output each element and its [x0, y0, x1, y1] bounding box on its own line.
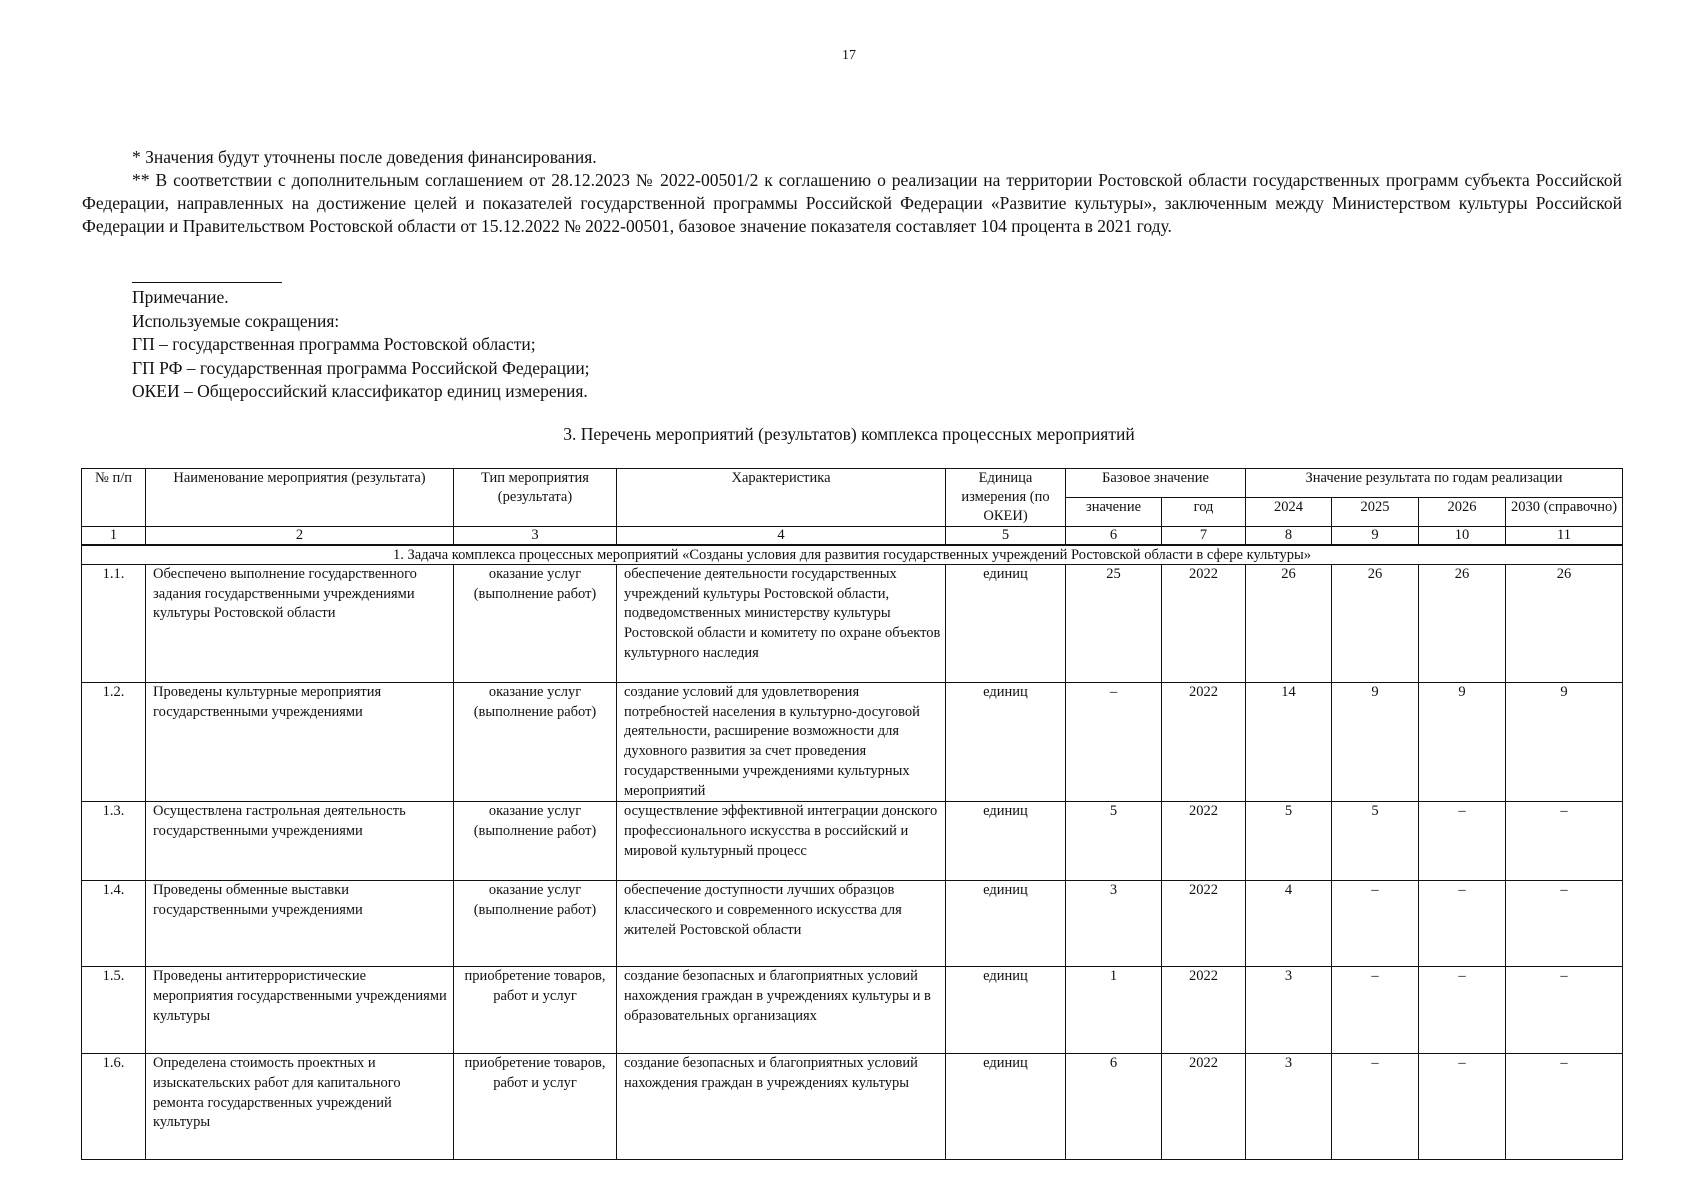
column-number: 2 — [146, 527, 454, 546]
cell-2030: – — [1506, 967, 1623, 1054]
cell-num: 1.2. — [82, 683, 146, 802]
section-title: 3. Перечень мероприятий (результатов) комплекса процессных мероприятий — [563, 424, 1135, 444]
cell-2030: 26 — [1506, 565, 1623, 683]
cell-base-year: 2022 — [1162, 802, 1246, 881]
cell-base-value: 5 — [1066, 802, 1162, 881]
cell-type: оказание услуг (выполнение работ) — [454, 565, 617, 683]
cell-2026: 9 — [1419, 683, 1506, 802]
cell-2030: – — [1506, 1054, 1623, 1160]
cell-characteristic: обеспечение деятельности государственных учреждений культуры Ростовской области, подведомственных министерству культуры Ростовской области и комитету по охране объектов культурного наследия — [617, 565, 946, 683]
column-number: 11 — [1506, 527, 1623, 546]
cell-num: 1.3. — [82, 802, 146, 881]
cell-base-value: 6 — [1066, 1054, 1162, 1160]
cell-characteristic: осуществление эффективной интеграции донского профессионального искусства в российский и мировой культурный процесс — [617, 802, 946, 881]
header-2024: 2024 — [1246, 498, 1332, 527]
header-base-value: значение — [1066, 498, 1162, 527]
cell-num: 1.6. — [82, 1054, 146, 1160]
cell-name: Определена стоимость проектных и изыскательских работ для капитального ремонта государственных учреждений культуры — [146, 1054, 454, 1160]
cell-characteristic: создание безопасных и благоприятных условий нахождения граждан в учреждениях культуры и в образовательных организациях — [617, 967, 946, 1054]
cell-2025: 5 — [1332, 802, 1419, 881]
column-number: 7 — [1162, 527, 1246, 546]
cell-2025: – — [1332, 1054, 1419, 1160]
cell-base-value: 1 — [1066, 967, 1162, 1054]
cell-name: Проведены культурные мероприятия государственными учреждениями — [146, 683, 454, 802]
cell-num: 1.4. — [82, 881, 146, 967]
cell-base-year: 2022 — [1162, 683, 1246, 802]
cell-2026: – — [1419, 1054, 1506, 1160]
cell-num: 1.5. — [82, 967, 146, 1054]
cell-unit: единиц — [946, 802, 1066, 881]
cell-2026: – — [1419, 802, 1506, 881]
abbreviation-item: ГП – государственная программа Ростовской области; — [132, 334, 536, 354]
header-base-year: год — [1162, 498, 1246, 527]
header-type: Тип мероприятия (результата) — [454, 469, 617, 527]
table-header-row — [82, 469, 1623, 498]
cell-2026: 26 — [1419, 565, 1506, 683]
column-number: 3 — [454, 527, 617, 546]
cell-base-year: 2022 — [1162, 881, 1246, 967]
cell-characteristic: создание безопасных и благоприятных условий нахождения граждан в учреждениях культуры — [617, 1054, 946, 1160]
column-number: 10 — [1419, 527, 1506, 546]
cell-2025: – — [1332, 967, 1419, 1054]
cell-name: Проведены антитеррористические мероприятия государственными учреждениями культуры — [146, 967, 454, 1054]
header-num: № п/п — [82, 469, 146, 527]
cell-type: приобретение товаров, работ и услуг — [454, 1054, 617, 1160]
cell-base-value: 25 — [1066, 565, 1162, 683]
results-table — [81, 468, 1623, 1160]
footnote-2: ** В соответствии с дополнительным соглашением от 28.12.2023 № 2022-00501/2 к соглашению о реализации на территории Ростовской области государственных программ субъекта Российской Федерации, направленных на достижение целей и показателей государственной программы Российской Федерации «Развитие культуры», заключенным между Министерством культуры Российской Федерации и Правительством Ростовской области от 15.12.2022 № 2022-00501, базовое значение показателя составляет 104 процента в 2021 году. — [82, 170, 1622, 236]
cell-type: приобретение товаров, работ и услуг — [454, 967, 617, 1054]
table-row — [82, 881, 1623, 967]
footnotes — [82, 146, 1622, 238]
cell-2024: 5 — [1246, 802, 1332, 881]
header-2026: 2026 — [1419, 498, 1506, 527]
cell-base-year: 2022 — [1162, 565, 1246, 683]
cell-type: оказание услуг (выполнение работ) — [454, 683, 617, 802]
cell-name: Проведены обменные выставки государственными учреждениями — [146, 881, 454, 967]
abbreviations-heading: Примечание. — [132, 287, 229, 307]
cell-2025: – — [1332, 881, 1419, 967]
cell-2030: – — [1506, 881, 1623, 967]
task-title: 1. Задача комплекса процессных мероприятий «Созданы условия для развития государственных учреждений Ростовской области в сфере культуры» — [82, 545, 1623, 565]
cell-2025: 26 — [1332, 565, 1419, 683]
column-number: 5 — [946, 527, 1066, 546]
header-2025: 2025 — [1332, 498, 1419, 527]
cell-2030: 9 — [1506, 683, 1623, 802]
column-numbers-row — [82, 527, 1623, 546]
header-2030: 2030 (справочно) — [1506, 498, 1623, 527]
cell-base-value: – — [1066, 683, 1162, 802]
cell-2024: 14 — [1246, 683, 1332, 802]
cell-2030: – — [1506, 802, 1623, 881]
abbreviation-item: ГП РФ – государственная программа Российской Федерации; — [132, 357, 590, 378]
column-number: 9 — [1332, 527, 1419, 546]
column-number: 4 — [617, 527, 946, 546]
cell-unit: единиц — [946, 683, 1066, 802]
table-row — [82, 683, 1623, 802]
header-characteristic: Характеристика — [617, 469, 946, 527]
cell-2024: 26 — [1246, 565, 1332, 683]
cell-name: Осуществлена гастрольная деятельность государственными учреждениями — [146, 802, 454, 881]
abbreviations-subheading: Используемые сокращения: — [132, 310, 340, 331]
cell-2024: 3 — [1246, 1054, 1332, 1160]
cell-num: 1.1. — [82, 565, 146, 683]
abbreviations-block — [132, 286, 590, 404]
table-row — [82, 1054, 1623, 1160]
column-number: 8 — [1246, 527, 1332, 546]
cell-unit: единиц — [946, 565, 1066, 683]
cell-2026: – — [1419, 881, 1506, 967]
column-number: 6 — [1066, 527, 1162, 546]
table-row — [82, 802, 1623, 881]
table-row — [82, 565, 1623, 683]
cell-unit: единиц — [946, 881, 1066, 967]
cell-2024: 3 — [1246, 967, 1332, 1054]
cell-name: Обеспечено выполнение государственного задания государственными учреждениями культуры Ростовской области — [146, 565, 454, 683]
cell-characteristic: обеспечение доступности лучших образцов классического и современного искусства для жителей Ростовской области — [617, 881, 946, 967]
cell-base-value: 3 — [1066, 881, 1162, 967]
header-name: Наименование мероприятия (результата) — [146, 469, 454, 527]
header-base-group: Базовое значение — [1066, 469, 1246, 498]
header-years-group: Значение результата по годам реализации — [1246, 469, 1623, 498]
cell-2025: 9 — [1332, 683, 1419, 802]
cell-type: оказание услуг (выполнение работ) — [454, 802, 617, 881]
cell-type: оказание услуг (выполнение работ) — [454, 881, 617, 967]
footnote-1: * Значения будут уточнены после доведения финансирования. — [132, 147, 597, 167]
cell-2026: – — [1419, 967, 1506, 1054]
page-number: 17 — [842, 48, 856, 63]
separator-line — [132, 282, 282, 283]
cell-base-year: 2022 — [1162, 1054, 1246, 1160]
cell-characteristic: создание условий для удовлетворения потребностей населения в культурно-досуговой деятельности, расширение возможности для духовного развития за счет проведения государственными учреждениями культурных мероприятий — [617, 683, 946, 802]
header-unit: Единица измерения (по ОКЕИ) — [946, 469, 1066, 527]
cell-unit: единиц — [946, 967, 1066, 1054]
column-number: 1 — [82, 527, 146, 546]
abbreviation-item: ОКЕИ – Общероссийский классификатор единиц измерения. — [132, 381, 588, 401]
cell-unit: единиц — [946, 1054, 1066, 1160]
task-row — [82, 545, 1623, 565]
table-row — [82, 967, 1623, 1054]
cell-base-year: 2022 — [1162, 967, 1246, 1054]
cell-2024: 4 — [1246, 881, 1332, 967]
